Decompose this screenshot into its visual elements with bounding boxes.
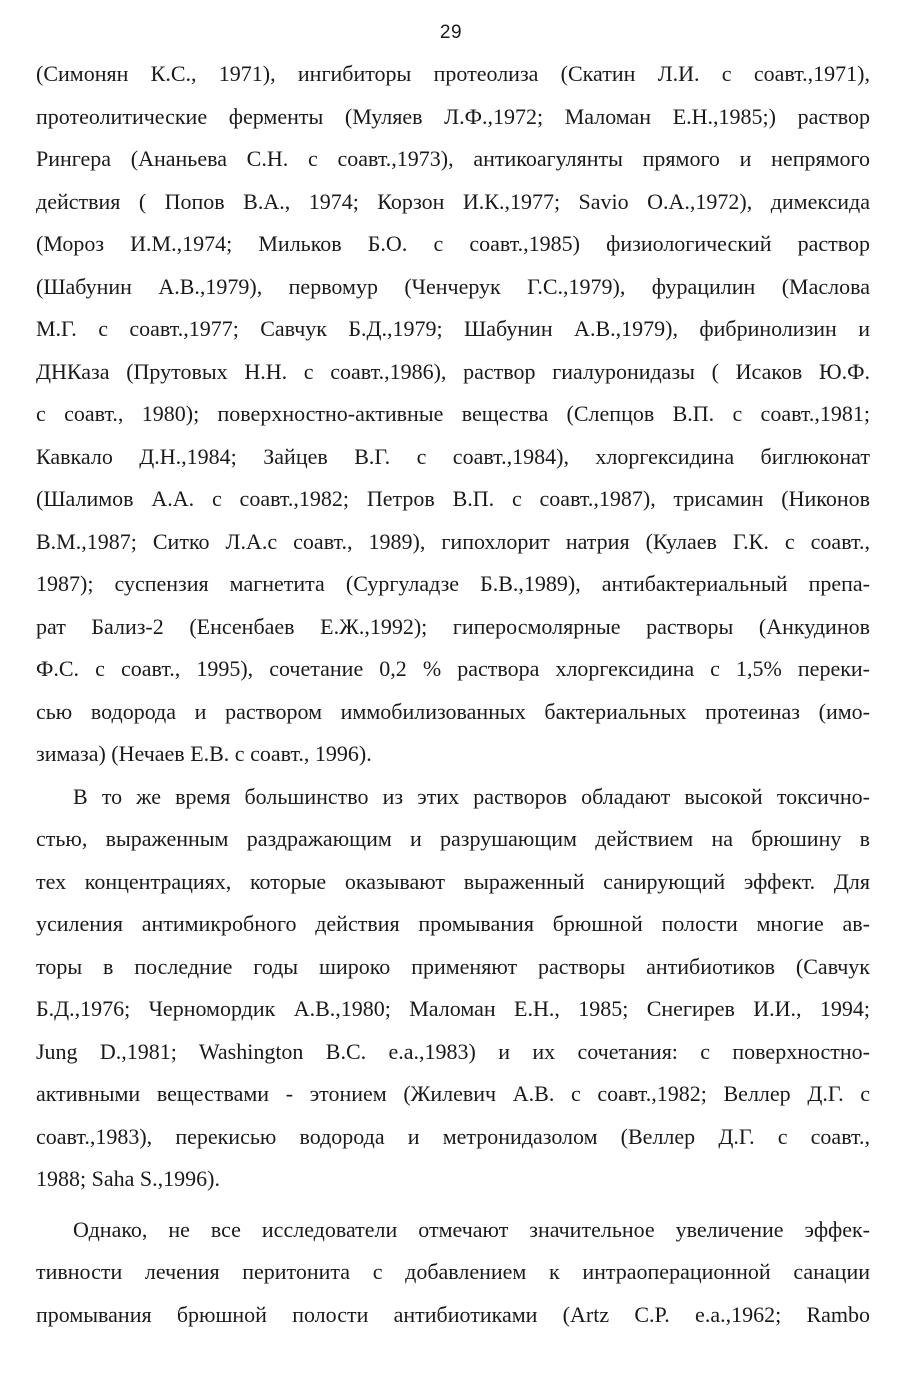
- text-line: Кавкало Д.Н.,1984; Зайцев В.Г. с соавт.,1984), хлоргексидина биглюконат: [36, 443, 870, 469]
- text-line: действия ( Попов В.А., 1974; Корзон И.К.,1977; Savio O.A.,1972), димексида: [36, 188, 870, 214]
- text-line: В то же время большинство из этих растворов обладают высокой токсично-: [73, 783, 870, 809]
- text-line: Однако, не все исследователи отмечают значительное увеличение эффек-: [73, 1216, 870, 1242]
- body-text: [36, 53, 870, 1336]
- text-line: 1987); суспензия магнетита (Сургуладзе Б.В.,1989), антибактериальный препа-: [36, 571, 870, 596]
- paragraph-gap: [36, 1201, 870, 1209]
- text-line: зимаза) (Нечаев Е.В. с соавт., 1996).: [36, 741, 372, 766]
- paragraph-1: [36, 53, 870, 776]
- page-number: 29: [439, 22, 463, 43]
- paragraph-3: [36, 1209, 870, 1337]
- text-line: Ф.С. с соавт., 1995), сочетание 0,2 % раствора хлоргексидина с 1,5% переки-: [36, 656, 870, 681]
- text-line: (Шабунин А.В.,1979), первомур (Ченчерук Г.С.,1979), фурацилин (Маслова: [36, 273, 870, 299]
- text-line: стью, выраженным раздражающим и разрушающим действием на брюшину в: [36, 826, 870, 851]
- text-line: Jung D.,1981; Washington B.C. e.a.,1983) и их сочетания: с поверхностно-: [36, 1038, 870, 1064]
- text-line: сью водорода и раствором иммобилизованных бактериальных протеиназ (имо-: [36, 698, 870, 724]
- text-line: промывания брюшной полости антибиотиками (Artz C.P. e.a.,1962; Rambo: [36, 1301, 870, 1327]
- text-line: соавт.,1983), перекисью водорода и метронидазолом (Веллер Д.Г. с соавт.,: [36, 1123, 870, 1149]
- text-line: тех концентрациях, которые оказывают выраженный санирующий эффект. Для: [36, 868, 870, 894]
- text-line: протеолитические ферменты (Муляев Л.Ф.,1972; Маломан Е.Н.,1985;) раствор: [36, 103, 870, 129]
- text-line: ДНКаза (Прутовых Н.Н. с соавт.,1986), раствор гиалуронидазы ( Исаков Ю.Ф.: [36, 358, 870, 384]
- text-line: тивности лечения перитонита с добавлением к интраоперационной санации: [36, 1259, 870, 1284]
- text-line: (Шалимов А.А. с соавт.,1982; Петров В.П. с соавт.,1987), трисамин (Никонов: [36, 486, 870, 511]
- text-line: с соавт., 1980); поверхностно-активные вещества (Слепцов В.П. с соавт.,1981;: [36, 401, 870, 426]
- text-line: активными веществами - этонием (Жилевич А.В. с соавт.,1982; Веллер Д.Г. с: [36, 1081, 870, 1106]
- text-line: рат Бализ-2 (Енсенбаев Е.Ж.,1992); гиперосмолярные растворы (Анкудинов: [36, 613, 870, 639]
- text-line: (Симонян К.С., 1971), ингибиторы протеолиза (Скатин Л.И. с соавт.,1971),: [36, 61, 870, 86]
- text-line: торы в последние годы широко применяют растворы антибиотиков (Савчук: [36, 953, 870, 979]
- text-line: усиления антимикробного действия промывания брюшной полости многие ав-: [36, 911, 870, 936]
- paragraph-2: [36, 776, 870, 1201]
- text-line: (Мороз И.М.,1974; Мильков Б.О. с соавт.,1985) физиологический раствор: [36, 231, 870, 256]
- text-line: 1988; Saha S.,1996).: [36, 1166, 220, 1191]
- text-line: М.Г. с соавт.,1977; Савчук Б.Д.,1979; Шабунин А.В.,1979), фибринолизин и: [36, 316, 870, 341]
- text-line: Б.Д.,1976; Черномордик А.В.,1980; Маломан Е.Н., 1985; Снегирев И.И., 1994;: [36, 996, 870, 1021]
- text-line: В.М.,1987; Ситко Л.А.с соавт., 1989), гипохлорит натрия (Кулаев Г.К. с соавт.,: [36, 528, 870, 554]
- text-line: Рингера (Ананьева С.Н. с соавт.,1973), антикоагулянты прямого и непрямого: [36, 146, 870, 171]
